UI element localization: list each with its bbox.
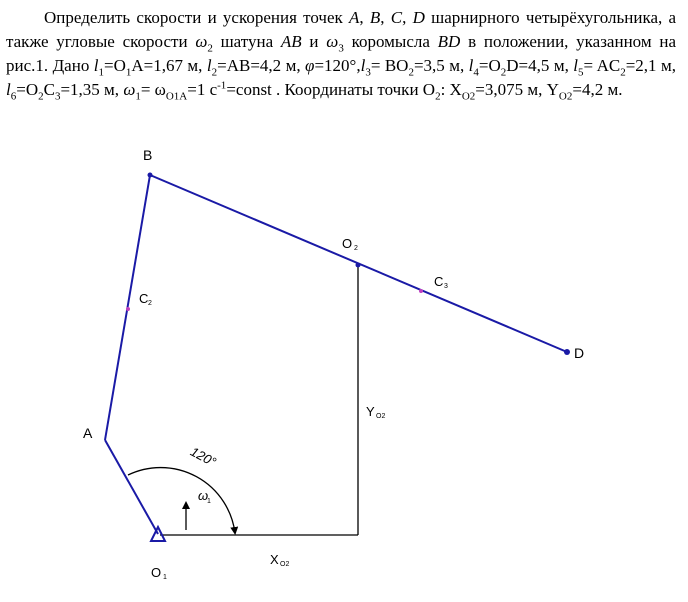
text-part: = ω [140, 80, 166, 99]
text-part: C [43, 80, 55, 99]
text-part: , [402, 8, 413, 27]
text-part: A=1,67 м, [131, 56, 207, 75]
text-part: = AC [583, 56, 621, 75]
text-var: AB [280, 32, 302, 51]
text-var: B [369, 8, 381, 27]
joint-o2 [356, 263, 361, 268]
text-part: =120°, [314, 56, 361, 75]
text-part: =O [16, 80, 39, 99]
text-var: ω [195, 32, 208, 51]
joint-b [148, 173, 153, 178]
angle-arc [128, 468, 235, 533]
text-var: l [360, 56, 366, 75]
point-c3 [419, 289, 423, 293]
label-a: A [83, 425, 93, 441]
text-sub: O2 [558, 90, 573, 103]
label-x: X [270, 552, 279, 567]
link-o1a [105, 440, 158, 534]
text-part: =AB=4,2 м, [217, 56, 306, 75]
text-var: l [6, 80, 11, 99]
text-var: C [390, 8, 403, 27]
label-y-sub: O2 [376, 413, 386, 420]
text-sub: 2 [207, 42, 213, 55]
text-var: ω [326, 32, 339, 51]
text-sub: 2 [500, 66, 507, 79]
text-sub: 1 [135, 90, 141, 103]
text-sub: 2 [620, 66, 626, 79]
text-var: l [93, 56, 99, 75]
text-var: l [468, 56, 474, 75]
text-part: в положении, указанном на рис.1. Дано [6, 32, 677, 75]
label-c2: C [139, 291, 149, 306]
text-part: =O [478, 56, 501, 75]
text-part: , [380, 8, 391, 27]
text-part: и [301, 32, 327, 51]
text-var: ω [123, 80, 136, 99]
text-sup: -1 [217, 79, 227, 92]
text-part: Определить скорости и ускорения точек [44, 8, 349, 27]
text-var: D [412, 8, 425, 27]
text-part: =4,2 м. [572, 80, 623, 99]
label-c3: C [434, 274, 444, 289]
text-sub: 1 [125, 66, 132, 79]
text-part: =const . [226, 80, 281, 99]
label-o2-sub: 2 [354, 245, 358, 252]
text-part: =2,1 м, [625, 56, 676, 75]
text-sub: O1A [165, 90, 188, 103]
label-d: D [574, 345, 585, 361]
text-sub: 3 [365, 66, 371, 79]
text-var: φ [305, 56, 315, 75]
text-part: =3,075 м, Y [475, 80, 559, 99]
text-sub: 2 [408, 66, 414, 79]
text-part: =O [104, 56, 126, 75]
text-part: =1 с [187, 80, 218, 99]
label-x-sub: O2 [280, 561, 290, 568]
label-y: Y [366, 404, 375, 419]
text-sub: 2 [435, 90, 441, 103]
label-o2: O [342, 236, 353, 251]
text-sub: 2 [211, 66, 218, 79]
text-sub: 1 [98, 66, 104, 79]
text-sub: 2 [38, 90, 44, 103]
text-part: D=4,5 м, [506, 56, 574, 75]
text-part: , [359, 8, 370, 27]
label-angle: 120° [187, 443, 219, 470]
text-var: BD [437, 32, 461, 51]
text-part: = BO [370, 56, 409, 75]
text-part: =3,5 м, [413, 56, 469, 75]
text-part: шарнирного четырёхугольника, а также угловые скорости [6, 8, 677, 51]
text-sub: 3 [338, 42, 344, 55]
text-part: шатуна [212, 32, 281, 51]
text-part: =1,35 м, [60, 80, 124, 99]
text-sub: 5 [578, 66, 584, 79]
point-c2 [126, 307, 130, 311]
text-sub: 3 [54, 90, 61, 103]
joint-d [564, 349, 570, 355]
label-c2-sub: 2 [148, 300, 152, 307]
text-var: l [573, 56, 579, 75]
text-sub: 4 [473, 66, 479, 79]
text-sub: 6 [10, 90, 17, 103]
label-o1-sub: 1 [163, 574, 167, 581]
label-b: B [143, 147, 153, 163]
label-omega-sub: 1 [207, 498, 211, 505]
label-omega: ω [198, 488, 209, 503]
text-part: : X [440, 80, 462, 99]
text-part: Координаты точки O [284, 80, 436, 99]
label-c3-sub: 3 [444, 283, 448, 290]
text-var: A [349, 8, 360, 27]
label-o1: O [151, 565, 162, 580]
text-part: коромысла [343, 32, 438, 51]
text-var: l [206, 56, 212, 75]
text-sub: O2 [461, 90, 476, 103]
